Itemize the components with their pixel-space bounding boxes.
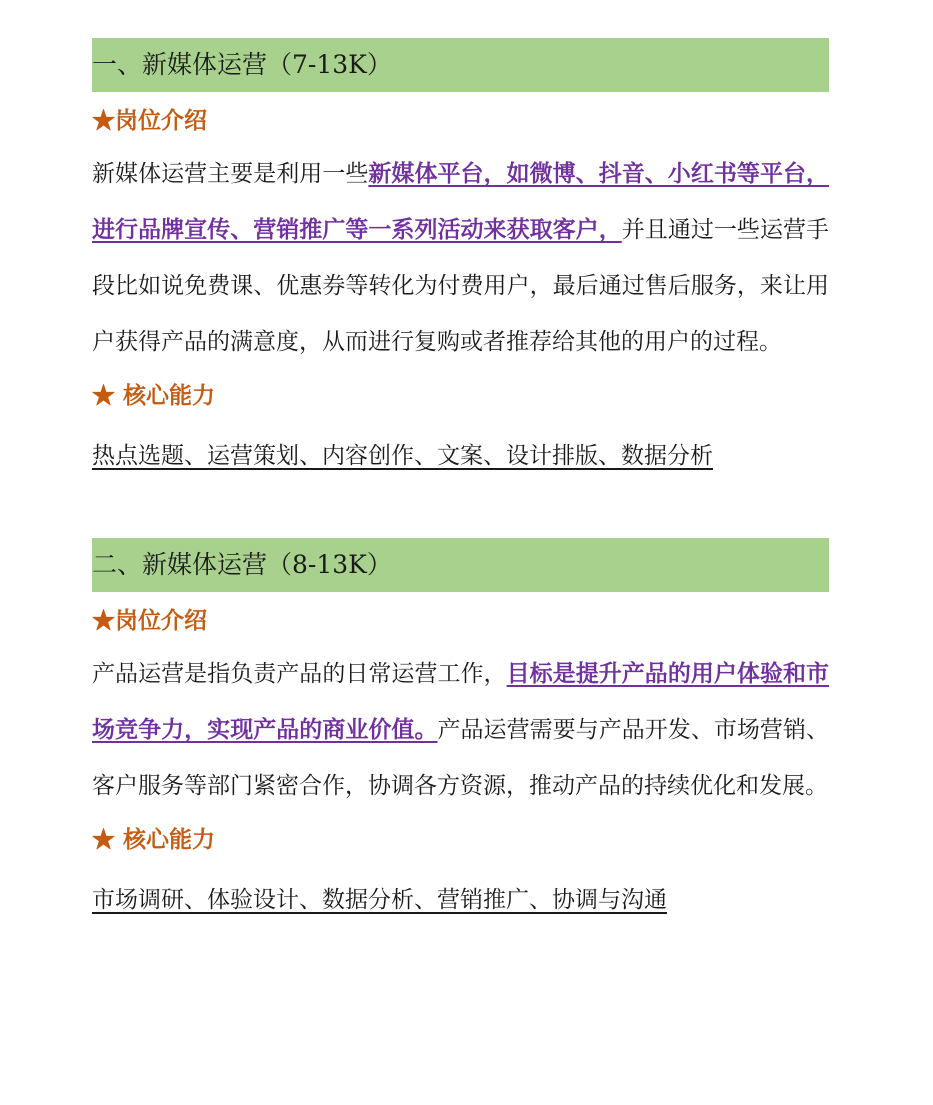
skills-list-1: 热点选题、运营策划、内容创作、文案、设计排版、数据分析 [92, 443, 713, 469]
intro-highlight-2: 目标是提升产品的用户体验和市场竞争力，实现产品的商业价值。 [92, 660, 830, 743]
skills-list-2: 市场调研、体验设计、数据分析、营销推广、协调与沟通 [92, 887, 667, 913]
document [92, 38, 829, 914]
intro-heading-1: ★岗位介绍 [92, 107, 207, 134]
skills-heading-2: ★ 核心能力 [92, 826, 216, 853]
section-title-1: 一、新媒体运营（7-13K） [92, 38, 829, 92]
intro-text-1: 新媒体运营主要是利用一些 [92, 161, 369, 187]
intro-paragraph-1 [92, 146, 829, 370]
section-title-2: 二、新媒体运营（8-13K） [92, 538, 829, 592]
intro-paragraph-2 [92, 646, 829, 814]
intro-text-2b: 产品运营需要与产品开发、市场营销、客户服务等部门紧密合作，协调各方资源，推动产品的持续优化和发展。 [92, 717, 830, 799]
intro-highlight-1: 新媒体平台，如微博、抖音、小红书等平台，进行品牌宣传、营销推广等一系列活动来获取客户， [92, 160, 830, 243]
intro-heading-2: ★岗位介绍 [92, 607, 207, 634]
skills-heading-1: ★ 核心能力 [92, 382, 216, 409]
intro-text-2: 产品运营是指负责产品的日常运营工作， [92, 661, 507, 687]
intro-text-1b: 并且通过一些运营手段比如说免费课、优惠券等转化为付费用户，最后通过售后服务，来让用户获得产品的满意度，从而进行复购或者推荐给其他的用户的过程。 [92, 217, 830, 355]
